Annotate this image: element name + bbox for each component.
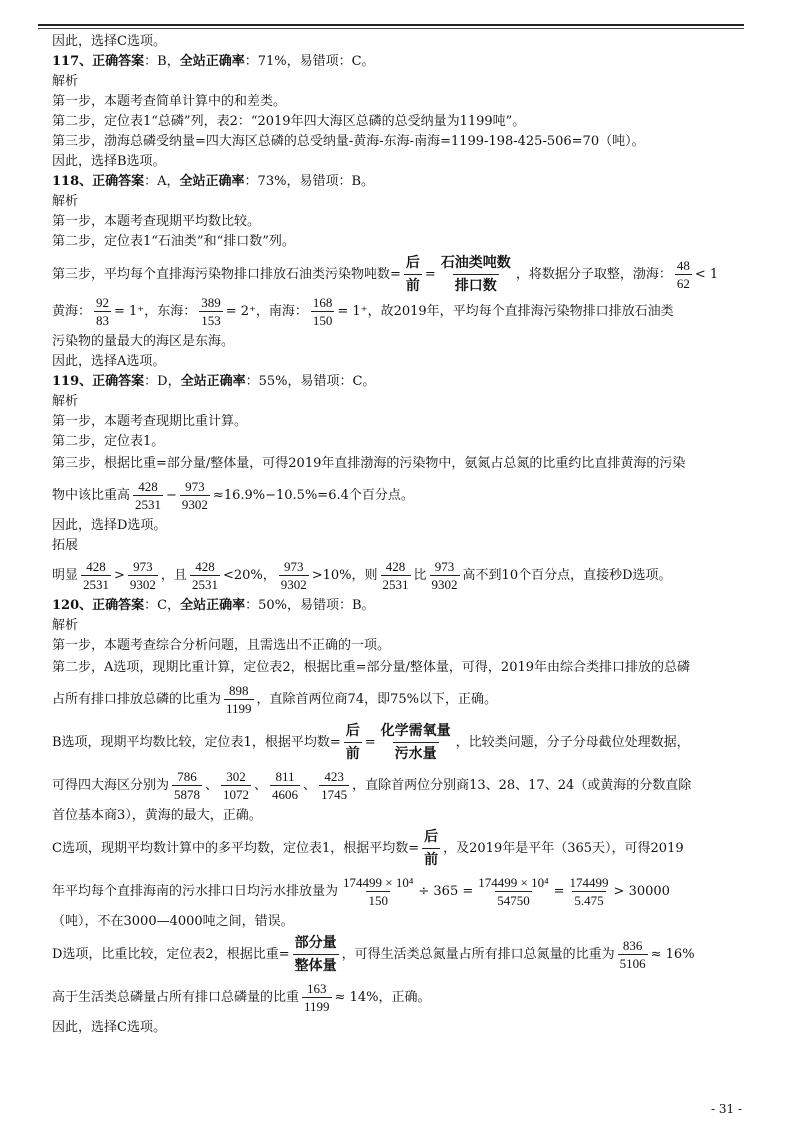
c-hou-qian: $\frac{\text{后}}{\text{前}}$: [422, 826, 440, 871]
q118-conclusion: 因此，选择A选项。: [52, 354, 166, 369]
q117-header: 117、正确答案：B，全站正确率：71%，易错项：C。: [52, 54, 375, 69]
q118-jiexi-label: 解析: [52, 194, 79, 209]
bohai-ratio-fraction: $\frac{428}{2531}$: [135, 479, 162, 512]
ext-fraction-4: $\frac{973}{9302}$: [280, 559, 307, 592]
ext-fraction-2: $\frac{973}{9302}$: [129, 559, 156, 592]
page-number: - 31 -: [710, 1102, 742, 1116]
ext-fraction-3: $\frac{428}{2531}$: [191, 559, 218, 592]
donghai-fraction: $\frac{389}{153}$: [201, 295, 221, 328]
q120-option-d: D选项，比重比较，定位表2，根据比重= $\frac{\text{部分量}}{\text{整体量}}$ ，可得生活类总氮量占所有排口总氮量的比重为 $\frac{836}{5106}$ ≈ 16%: [52, 932, 746, 978]
bohai-fraction: $\frac{48}{62}$: [676, 258, 690, 291]
q120-option-d-cont: 高于生活类总磷量占所有排口总磷量的比重 $\frac{163}{1199}$ ≈ 14%，正确。: [52, 981, 431, 1014]
q118-step2: 第二步，定位表1“石油类”和“排口数”列。: [52, 234, 295, 249]
huanghai-fraction: $\frac{92}{83}$: [96, 295, 110, 328]
c-fraction-3: $\frac{174499}{5.475}$: [569, 875, 609, 908]
ext-fraction-1: $\frac{428}{2531}$: [83, 559, 110, 592]
q117-step2: 第二步，定位表1“总磷”列，表2：“2019年四大海区总磷的总受纳量为1199吨”。: [52, 114, 526, 129]
q116-conclusion: 因此，选择C选项。: [52, 34, 166, 49]
q119-step3-cont: 物中该比重高 $\frac{428}{2531}$ − $\frac{973}{9302}$ ≈16.9%−10.5%=6.4个百分点。: [52, 479, 414, 512]
q120-conclusion: 因此，选择C选项。: [52, 1020, 166, 1035]
ext-fraction-5: $\frac{428}{2531}$: [382, 559, 409, 592]
q120-step2: 第二步，A选项，现期比重计算，定位表2，根据比重=部分量/整体量，可得，2019年由综合类排口排放的总磷: [52, 660, 691, 675]
b-cod-formula: $\frac{\text{化学需氧量}}{\text{污水量}}$: [379, 720, 453, 765]
sea-fraction-4: $\frac{423}{1745}$: [321, 769, 348, 802]
q117-conclusion: 因此，选择B选项。: [52, 154, 166, 169]
option-a-fraction: $\frac{898}{1199}$: [226, 683, 252, 716]
q119-step3: 第三步，根据比重=部分量/整体量，可得2019年直排渤海的污染物中，氨氮占总氮的比重约比直排黄海的污染: [52, 456, 686, 471]
q117-jiexi-label: 解析: [52, 74, 79, 89]
q119-extension: 明显 $\frac{428}{2531}$ > $\frac{973}{9302}$ ，且 $\frac{428}{2531}$ <20%， $\frac{973}{9302}$ >10%，则 $\frac{428}{2531}$ 比 $\frac{973}{9302}$ 高不到10个百分点，直接秒D选项。: [52, 559, 672, 592]
q119-header: 119、正确答案：D，全站正确率：55%，易错项：C。: [52, 374, 376, 389]
q120-option-b: B选项，现期平均数比较，定位表1，根据平均数= $\frac{\text{后}}{\text{前}}$ = $\frac{\text{化学需氧量}}{\text{污水量}}$ ，比较类问题，分子分母截位处理数据，: [52, 720, 746, 766]
q119-jiexi-label: 解析: [52, 394, 79, 409]
q119-step1: 第一步，本题考查现期比重计算。: [52, 414, 248, 429]
document-body: [52, 32, 746, 1038]
c-fraction-2: $\frac{\text{174499 × 10⁴}}{54750}$: [478, 875, 549, 908]
q119-step2: 第二步，定位表1。: [52, 434, 165, 449]
ext-fraction-6: $\frac{973}{9302}$: [431, 559, 458, 592]
sea-fraction-3: $\frac{811}{4606}$: [272, 769, 299, 802]
q117-step3: 第三步，渤海总磷受纳量=四大海区总磷的总受纳量-黄海-东海-南海=1199-198-425-506=70（吨）。: [52, 134, 645, 149]
q120-option-a: 占所有排口排放总磷的比重为 $\frac{898}{1199}$ ，直除首两位商74，即75%以下，正确。: [52, 683, 497, 716]
q120-option-c-end: （吨），不在3000—4000吨之间，错误。: [52, 914, 294, 929]
nanhai-fraction: $\frac{168}{150}$: [312, 295, 333, 328]
q120-option-b-cont: 可得四大海区分别为 $\frac{786}{5878}$ 、 $\frac{302}{1072}$ 、 $\frac{811}{4606}$ 、 $\frac{423}{1745}$ ，直除首两位分别商13、28、17、24（或黄海的分数直除: [52, 769, 692, 802]
d-fraction-2: $\frac{163}{1199}$: [304, 981, 330, 1014]
q117-step1: 第一步，本题考查简单计算中的和差类。: [52, 94, 287, 109]
q120-jiexi-label: 解析: [52, 618, 79, 633]
q118-step3-end: 污染物的量最大的海区是东海。: [52, 334, 235, 349]
q120-option-c: C选项，现期平均数计算中的多平均数，定位表1，根据平均数= $\frac{\text{后}}{\text{前}}$ ，及2019年是平年（365天），可得2019: [52, 826, 746, 872]
header-rule: [38, 24, 744, 26]
huanghai-ratio-fraction: $\frac{973}{9302}$: [181, 479, 208, 512]
b-hou-qian: $\frac{\text{后}}{\text{前}}$: [344, 720, 362, 765]
q119-tuozhan-label: 拓展: [52, 538, 79, 553]
sea-fraction-1: $\frac{786}{5878}$: [174, 769, 201, 802]
d-ratio-formula: $\frac{\text{部分量}}{\text{整体量}}$: [293, 932, 339, 977]
oil-per-outlet-formula: $\frac{\text{石油类吨数}}{\text{排口数}}$: [439, 252, 513, 297]
q120-header: 120、正确答案：C，全站正确率：50%，易错项：B。: [52, 598, 375, 613]
q118-step1: 第一步，本题考查现期平均数比较。: [52, 214, 261, 229]
q118-step3-cont: 黄海： $\frac{92}{83}$ = 1⁺，东海： $\frac{389}{153}$ = 2⁺，南海： $\frac{168}{150}$ = 1⁺，故2019年，平均每个直排海污染物排口排放石油类: [52, 295, 674, 328]
d-fraction-1: $\frac{836}{5106}$: [619, 938, 646, 971]
q120-option-b-end: 首位基本商3），黄海的最大，正确。: [52, 808, 262, 823]
c-fraction-1: $\frac{\text{174499 × 10⁴}}{150}$: [343, 875, 414, 908]
q119-conclusion: 因此，选择D选项。: [52, 518, 167, 533]
q120-option-c-cont: 年平均每个直排海南的污水排口日均污水排放量为 $\frac{\text{174499 × 10⁴}}{150}$ ÷ 365 = $\frac{\text{174499 × 10⁴}}{54750}$ = $\frac{174499}{5.475}$ > 30000: [52, 875, 670, 908]
q118-header: 118、正确答案：A，全站正确率：73%，易错项：B。: [52, 174, 374, 189]
q120-step1: 第一步，本题考查综合分析问题，且需选出不正确的一项。: [52, 638, 391, 653]
sea-fraction-2: $\frac{302}{1072}$: [223, 769, 250, 802]
hou-qian-fraction: $\frac{\text{后}}{\text{前}}$: [404, 252, 422, 297]
q118-step3: 第三步，平均每个直排海污染物排口排放石油类污染物吨数= $\frac{\text{后}}{\text{前}}$ = $\frac{\text{石油类吨数}}{\text{排口数}}$ ，将数据分子取整，渤海： $\frac{48}{62}$ < 1: [52, 252, 746, 292]
